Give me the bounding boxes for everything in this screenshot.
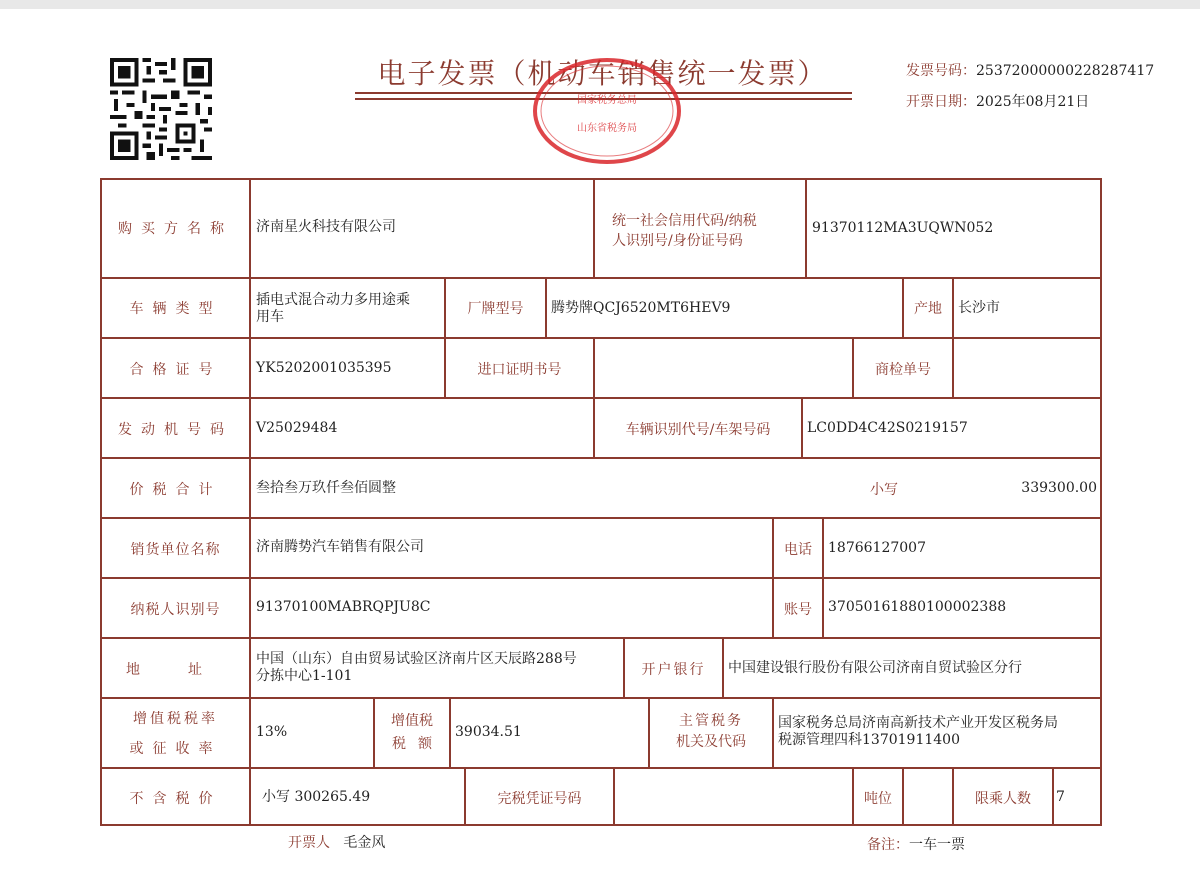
tonnage-label: 吨位: [864, 791, 892, 807]
account-value: 37050161880100002388: [828, 599, 1007, 615]
col-divider: [952, 277, 954, 337]
col-divider: [373, 697, 375, 767]
col-divider: [801, 397, 803, 457]
col-divider: [648, 697, 650, 767]
col-divider: [805, 178, 807, 277]
authority-line1: 国家税务总局济南高新技术产业开发区税务局: [778, 715, 1058, 731]
taxid-label: 纳税人识别号: [130, 602, 221, 618]
vat-value: 39034.51: [455, 724, 522, 740]
rate-label-line1: 增值税税率: [133, 711, 218, 727]
seats-label: 限乘人数: [975, 791, 1031, 807]
invoice-number: 发票号码：25372000000228287417: [906, 63, 1155, 79]
credit-code-label-line2: 人识别号/身份证号码: [612, 233, 743, 249]
vehicle-type-label: 车辆类型: [129, 301, 222, 317]
cert-label: 合格证号: [129, 362, 222, 378]
qr-code-icon: [110, 58, 212, 160]
stamp-text-lower: 山东省税务局: [577, 123, 637, 134]
vin-value: LC0DD4C42S0219157: [807, 420, 968, 436]
credit-code-label-line1: 统一社会信用代码/纳税: [612, 213, 757, 229]
top-strip: [0, 0, 1200, 9]
total-upper-value: 叁拾叁万玖仟叁佰圆整: [256, 480, 396, 496]
col-divider: [545, 277, 547, 337]
engine-label: 发动机号码: [118, 422, 233, 438]
rate-label-line2: 或征收率: [129, 741, 222, 757]
pretax-value: 小写 300265.49: [262, 789, 371, 805]
col-divider: [444, 277, 446, 397]
import-cert-label: 进口证明书号: [477, 362, 562, 378]
seller-label: 销货单位名称: [130, 542, 221, 558]
col-divider: [593, 337, 595, 457]
col-divider: [722, 637, 724, 697]
model-label: 厂牌型号: [467, 301, 524, 317]
seats-value: 7: [1056, 789, 1065, 805]
bank-value: 中国建设银行股份有限公司济南自贸试验区分行: [728, 660, 1022, 676]
remark: 备注：一车一票: [867, 837, 965, 853]
vin-label: 车辆识别代号/车架号码: [625, 422, 771, 438]
taxid-value: 91370100MABRQPJU8C: [256, 599, 431, 615]
issue-date: 开票日期：2025年08月21日: [906, 94, 1090, 110]
authority-label-line1: 主管税务: [679, 713, 743, 729]
total-small-label: 小写: [870, 482, 898, 498]
col-divider: [593, 178, 595, 277]
authority-line2: 税源管理四科13701911400: [778, 732, 960, 748]
col-divider: [772, 697, 774, 767]
vehicle-type-line1: 插电式混合动力多用途乘: [256, 292, 410, 308]
address-line2: 分拣中心1-101: [256, 668, 353, 684]
buyer-name-value: 济南星火科技有限公司: [256, 219, 396, 235]
vehicle-type-line2: 用车: [256, 309, 284, 325]
col-divider: [952, 337, 954, 397]
cert-value: YK5202001035395: [256, 360, 392, 376]
account-label: 账号: [784, 602, 812, 618]
engine-value: V25029484: [256, 420, 338, 436]
pretax-label: 不含税价: [129, 791, 222, 807]
inspection-label: 商检单号: [875, 362, 931, 378]
invoice-title: 电子发票（机动车销售统一发票）: [377, 57, 828, 90]
vat-label-line2: 税额: [392, 736, 444, 752]
phone-value: 18766127007: [828, 540, 926, 556]
bank-label: 开户银行: [641, 662, 706, 678]
col-divider: [902, 767, 904, 826]
credit-code-value: 91370112MA3UQWN052: [812, 220, 994, 236]
col-divider: [613, 767, 615, 826]
col-divider: [772, 517, 774, 637]
col-divider: [449, 697, 451, 767]
phone-label: 电话: [784, 542, 812, 558]
origin-label: 产地: [914, 301, 942, 317]
buyer-name-label: 购买方名称: [118, 221, 233, 237]
issuer: 开票人 毛金风: [288, 835, 386, 851]
seller-value: 济南腾势汽车销售有限公司: [256, 539, 424, 555]
model-value: 腾势牌QCJ6520MT6HEV9: [551, 300, 731, 316]
vat-label-line1: 增值税: [391, 713, 433, 729]
col-divider: [249, 178, 251, 826]
col-divider: [822, 517, 824, 637]
address-label: 地址: [126, 662, 250, 678]
total-lower-value: 339300.00: [1021, 480, 1097, 496]
address-line1: 中国（山东）自由贸易试验区济南片区天辰路288号: [256, 651, 577, 667]
col-divider: [1052, 767, 1054, 826]
duty-cert-label: 完税凭证号码: [497, 791, 582, 807]
stamp-text-upper: 国家税务总局: [577, 95, 637, 106]
tax-seal-stamp: [532, 57, 682, 165]
origin-value: 长沙市: [958, 300, 1000, 316]
authority-label-line2: 机关及代码: [676, 734, 746, 750]
total-label: 价税合计: [129, 482, 222, 498]
rate-value: 13%: [256, 724, 288, 740]
